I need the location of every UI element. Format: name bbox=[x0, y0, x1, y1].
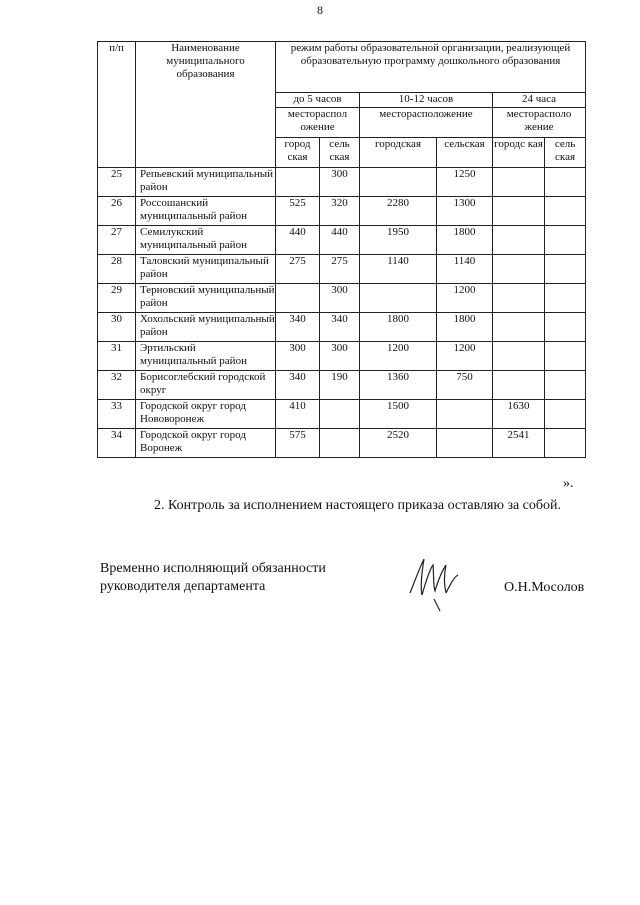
row-number: 30 bbox=[98, 313, 136, 342]
cell-rural-5h bbox=[320, 429, 360, 458]
cell-urban-5h: 340 bbox=[276, 313, 320, 342]
cell-urban-10-12h: 2520 bbox=[360, 429, 437, 458]
cell-urban-5h: 525 bbox=[276, 197, 320, 226]
header-urban-10-12h: городская bbox=[360, 138, 437, 168]
page-number: 8 bbox=[317, 3, 323, 17]
signer-name: О.Н.Мосолов bbox=[504, 580, 585, 595]
table-row bbox=[98, 342, 586, 371]
table-row bbox=[98, 400, 586, 429]
row-name: Эртильский муниципальный район bbox=[136, 342, 276, 371]
cell-urban-10-12h: 1950 bbox=[360, 226, 437, 255]
cell-urban-5h: 440 bbox=[276, 226, 320, 255]
table-row bbox=[98, 255, 586, 284]
header-mode-5h: до 5 часов bbox=[276, 93, 360, 108]
row-name: Борисоглебский городской округ bbox=[136, 371, 276, 400]
cell-urban-24h bbox=[493, 255, 545, 284]
cell-rural-5h: 300 bbox=[320, 342, 360, 371]
cell-rural-24h bbox=[545, 255, 586, 284]
row-name: Терновский муниципальный район bbox=[136, 284, 276, 313]
table-row bbox=[98, 313, 586, 342]
row-name: Репьевский муниципальный район bbox=[136, 168, 276, 197]
cell-urban-10-12h bbox=[360, 284, 437, 313]
row-number: 26 bbox=[98, 197, 136, 226]
cell-rural-10-12h: 1200 bbox=[437, 284, 493, 313]
closing-quote: ». bbox=[563, 476, 574, 491]
row-number: 33 bbox=[98, 400, 136, 429]
cell-rural-10-12h: 1140 bbox=[437, 255, 493, 284]
cell-urban-10-12h: 1200 bbox=[360, 342, 437, 371]
header-location-5h: местораспол ожение bbox=[276, 108, 360, 138]
signer-title bbox=[100, 560, 326, 596]
table-row bbox=[98, 197, 586, 226]
cell-rural-5h: 275 bbox=[320, 255, 360, 284]
cell-rural-5h: 320 bbox=[320, 197, 360, 226]
cell-rural-5h bbox=[320, 400, 360, 429]
table-row bbox=[98, 371, 586, 400]
cell-rural-24h bbox=[545, 342, 586, 371]
header-location-24h: месторасполо жение bbox=[493, 108, 586, 138]
row-name: Городской округ город Воронеж bbox=[136, 429, 276, 458]
cell-urban-24h bbox=[493, 226, 545, 255]
row-number: 27 bbox=[98, 226, 136, 255]
cell-urban-24h: 2541 bbox=[493, 429, 545, 458]
table-row bbox=[98, 429, 586, 458]
cell-rural-10-12h: 1200 bbox=[437, 342, 493, 371]
header-mode-10-12h: 10-12 часов bbox=[360, 93, 493, 108]
cell-rural-24h bbox=[545, 226, 586, 255]
header-num: п/п bbox=[98, 42, 136, 168]
cell-urban-5h bbox=[276, 168, 320, 197]
cell-urban-5h: 275 bbox=[276, 255, 320, 284]
cell-rural-5h: 300 bbox=[320, 284, 360, 313]
cell-urban-24h bbox=[493, 197, 545, 226]
header-rural-5h: сель ская bbox=[320, 138, 360, 168]
cell-rural-24h bbox=[545, 371, 586, 400]
cell-rural-24h bbox=[545, 313, 586, 342]
signer-title-line1: Временно исполняющий обязанности bbox=[100, 561, 326, 576]
cell-rural-24h bbox=[545, 168, 586, 197]
cell-urban-10-12h: 2280 bbox=[360, 197, 437, 226]
row-number: 34 bbox=[98, 429, 136, 458]
cell-urban-10-12h: 1500 bbox=[360, 400, 437, 429]
row-number: 28 bbox=[98, 255, 136, 284]
cell-rural-24h bbox=[545, 197, 586, 226]
cell-rural-24h bbox=[545, 429, 586, 458]
cell-urban-24h bbox=[493, 168, 545, 197]
cell-urban-10-12h: 1800 bbox=[360, 313, 437, 342]
cell-rural-10-12h: 1800 bbox=[437, 313, 493, 342]
cell-urban-10-12h bbox=[360, 168, 437, 197]
cell-urban-24h bbox=[493, 342, 545, 371]
handwritten-signature bbox=[400, 545, 470, 615]
table-row bbox=[98, 226, 586, 255]
cell-urban-24h bbox=[493, 313, 545, 342]
cell-rural-10-12h: 1300 bbox=[437, 197, 493, 226]
header-regime: режим работы образовательной организации, реализующей образовательную программу дошкольного образования bbox=[276, 42, 586, 93]
cell-rural-5h: 190 bbox=[320, 371, 360, 400]
row-name: Семилукский муниципальный район bbox=[136, 226, 276, 255]
row-name: Россошанский муниципальный район bbox=[136, 197, 276, 226]
row-number: 32 bbox=[98, 371, 136, 400]
cell-rural-10-12h: 1800 bbox=[437, 226, 493, 255]
cell-urban-5h: 340 bbox=[276, 371, 320, 400]
header-rural-24h: сель ская bbox=[545, 138, 586, 168]
row-name: Хохольский муниципальный район bbox=[136, 313, 276, 342]
row-number: 31 bbox=[98, 342, 136, 371]
cell-urban-24h bbox=[493, 371, 545, 400]
row-name: Таловский муниципальный район bbox=[136, 255, 276, 284]
cell-urban-5h bbox=[276, 284, 320, 313]
control-paragraph: 2. Контроль за исполнением настоящего приказа оставляю за собой. bbox=[154, 498, 562, 513]
cell-urban-24h bbox=[493, 284, 545, 313]
signer-title-line2: руководителя департамента bbox=[100, 579, 266, 594]
header-name: Наименование муниципального образования bbox=[136, 42, 276, 168]
cell-urban-5h: 410 bbox=[276, 400, 320, 429]
cell-rural-24h bbox=[545, 284, 586, 313]
cell-rural-10-12h bbox=[437, 400, 493, 429]
cell-rural-5h: 300 bbox=[320, 168, 360, 197]
table-row bbox=[98, 168, 586, 197]
cell-urban-10-12h: 1360 bbox=[360, 371, 437, 400]
cell-rural-10-12h bbox=[437, 429, 493, 458]
cell-urban-24h: 1630 bbox=[493, 400, 545, 429]
row-number: 25 bbox=[98, 168, 136, 197]
cell-rural-24h bbox=[545, 400, 586, 429]
table-row bbox=[98, 284, 586, 313]
header-urban-5h: город ская bbox=[276, 138, 320, 168]
row-name: Городской округ город Нововоронеж bbox=[136, 400, 276, 429]
cell-urban-10-12h: 1140 bbox=[360, 255, 437, 284]
cell-rural-5h: 440 bbox=[320, 226, 360, 255]
cell-rural-10-12h: 1250 bbox=[437, 168, 493, 197]
cell-rural-5h: 340 bbox=[320, 313, 360, 342]
header-rural-10-12h: сельская bbox=[437, 138, 493, 168]
cell-urban-5h: 575 bbox=[276, 429, 320, 458]
data-table bbox=[97, 41, 586, 458]
header-urban-24h: городс кая bbox=[493, 138, 545, 168]
header-mode-24h: 24 часа bbox=[493, 93, 586, 108]
cell-urban-5h: 300 bbox=[276, 342, 320, 371]
cell-rural-10-12h: 750 bbox=[437, 371, 493, 400]
header-location-10-12h: месторасположение bbox=[360, 108, 493, 138]
row-number: 29 bbox=[98, 284, 136, 313]
